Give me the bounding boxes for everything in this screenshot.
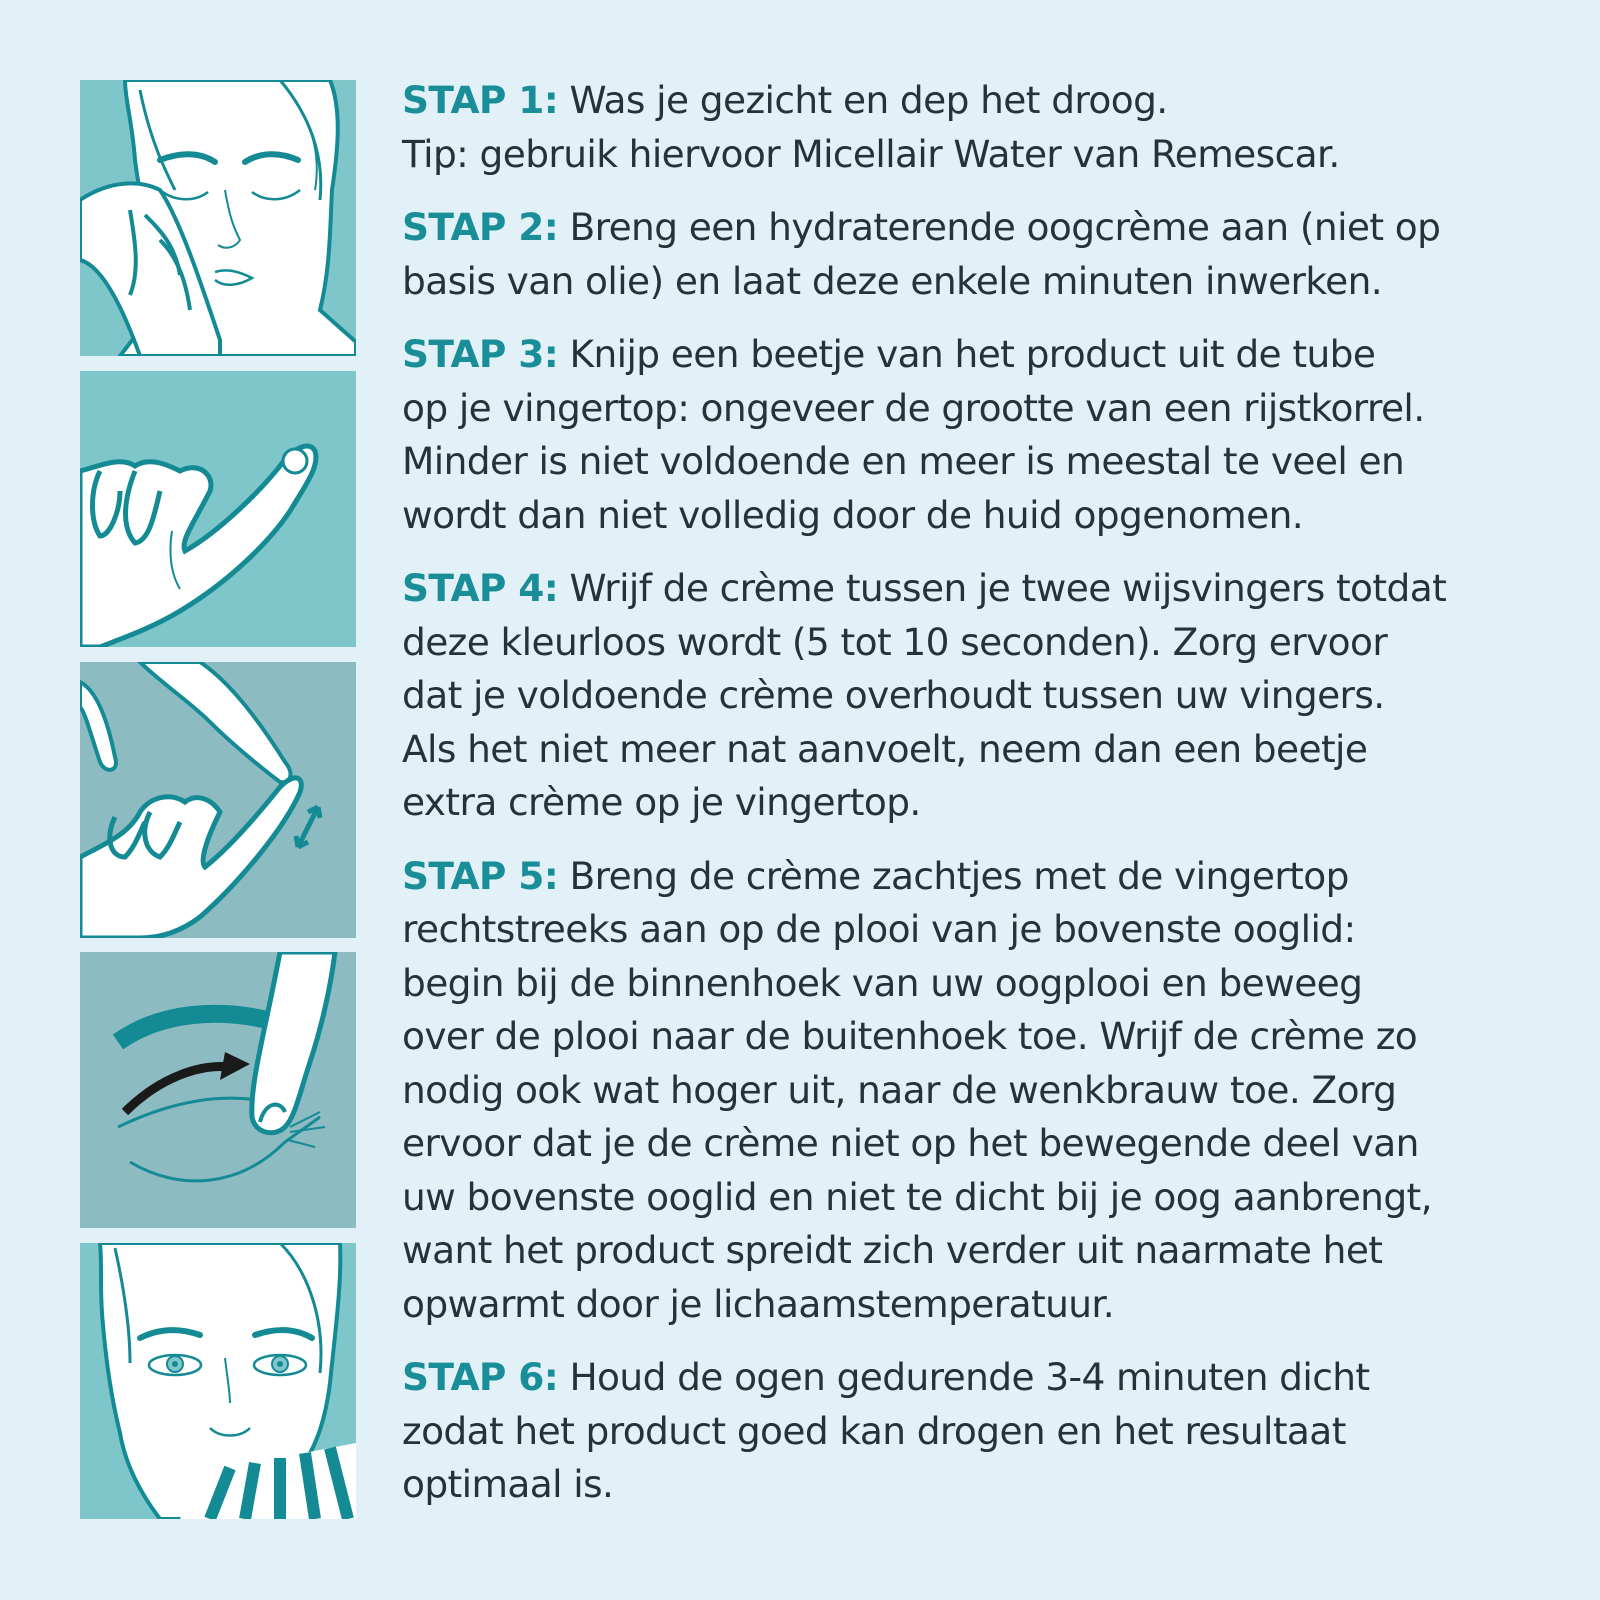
step-4-line-3: dat je voldoende crème overhoudt tussen uw vingers. [402, 673, 1385, 717]
illustration-rubbing-fingers [80, 662, 356, 938]
step-5-text: Breng de crème zachtjes met de vingertop [558, 853, 1349, 898]
step-5-label: STAP 5: [402, 853, 559, 898]
step-2-line-2: basis van olie) en laat deze enkele minuten inwerken. [402, 258, 1383, 303]
step-4-line-4: Als het niet meer nat aanvoelt, neem dan een beetje [402, 726, 1368, 771]
step-3-line-3: Minder is niet voldoende en meer is meestal te veel en [402, 439, 1405, 483]
step-3 [402, 328, 1532, 542]
step-6-line-1 [402, 1351, 1532, 1405]
step-4-line-5: extra crème op je vingertop. [402, 780, 921, 824]
step-5-line-8: want het product spreidt zich verder uit naarmate het [402, 1228, 1383, 1272]
step-1-label: STAP 1: [402, 78, 559, 122]
step-3-line-4: wordt dan niet volledig door de huid opgenomen. [402, 492, 1304, 537]
step-3-text: Knijp een beetje van het product uit de tube [558, 332, 1376, 376]
step-4 [402, 562, 1532, 830]
step-3-line-2: op je vingertop: ongeveer de grootte van een rijstkorrel. [402, 385, 1425, 430]
woman-fan-icon [80, 1243, 356, 1519]
step-2 [402, 201, 1532, 308]
step-6-line-3: optimaal is. [402, 1462, 614, 1506]
step-2-text: Breng een hydraterende oogcrème aan (niet op [558, 205, 1441, 249]
step-4-line-2: deze kleurloos wordt (5 tot 10 seconden). Zorg ervoor [402, 619, 1388, 664]
step-3-line-1 [402, 328, 1532, 382]
step-4-line-1 [402, 562, 1532, 616]
step-6-line-2: zodat het product goed kan drogen en het resultaat [402, 1408, 1346, 1453]
illustration-woman-fan [80, 1243, 356, 1519]
step-5-line-6: ervoor dat je de crème niet op het bewegende deel van [402, 1121, 1419, 1165]
illustration-towel-face [80, 80, 356, 356]
illustration-fingertip-cream [80, 371, 356, 647]
rubbing-fingers-icon [80, 662, 356, 938]
step-3-label: STAP 3: [402, 332, 559, 376]
step-5-line-3: begin bij de binnenhoek van uw oogplooi en beweeg [402, 960, 1363, 1005]
step-4-text: Wrijf de crème tussen je twee wijsvingers totdat [558, 566, 1447, 610]
woman-towel-icon [80, 80, 356, 356]
step-5-line-2: rechtstreeks aan op de plooi van je bovenste ooglid: [402, 907, 1356, 951]
step-2-line-1 [402, 201, 1532, 255]
step-4-label: STAP 4: [402, 566, 559, 610]
step-1 [402, 74, 1532, 181]
fingertip-cream-icon [80, 371, 356, 647]
step-6 [402, 1351, 1532, 1512]
step-5-line-1 [402, 850, 1532, 904]
step-5 [402, 850, 1532, 1332]
illustration-eyelid-application [80, 952, 356, 1228]
step-5-line-7: uw bovenste ooglid en niet te dicht bij je oog aanbrengt, [402, 1174, 1432, 1219]
step-1-line-1 [402, 74, 1532, 128]
eyelid-application-icon [80, 952, 356, 1228]
instructions-list [402, 74, 1532, 1532]
step-5-line-9: opwarmt door je lichaamstemperatuur. [402, 1281, 1115, 1326]
step-2-label: STAP 2: [402, 205, 559, 249]
step-6-label: STAP 6: [402, 1355, 559, 1399]
step-1-line-2: Tip: gebruik hiervoor Micellair Water van Remescar. [402, 131, 1340, 176]
step-5-line-4: over de plooi naar de buitenhoek toe. Wrijf de crème zo [402, 1014, 1418, 1058]
step-6-text: Houd de ogen gedurende 3-4 minuten dicht [558, 1355, 1370, 1399]
step-5-line-5: nodig ook wat hoger uit, naar de wenkbrauw toe. Zorg [402, 1067, 1397, 1112]
step-1-text: Was je gezicht en dep het droog. [558, 78, 1168, 122]
